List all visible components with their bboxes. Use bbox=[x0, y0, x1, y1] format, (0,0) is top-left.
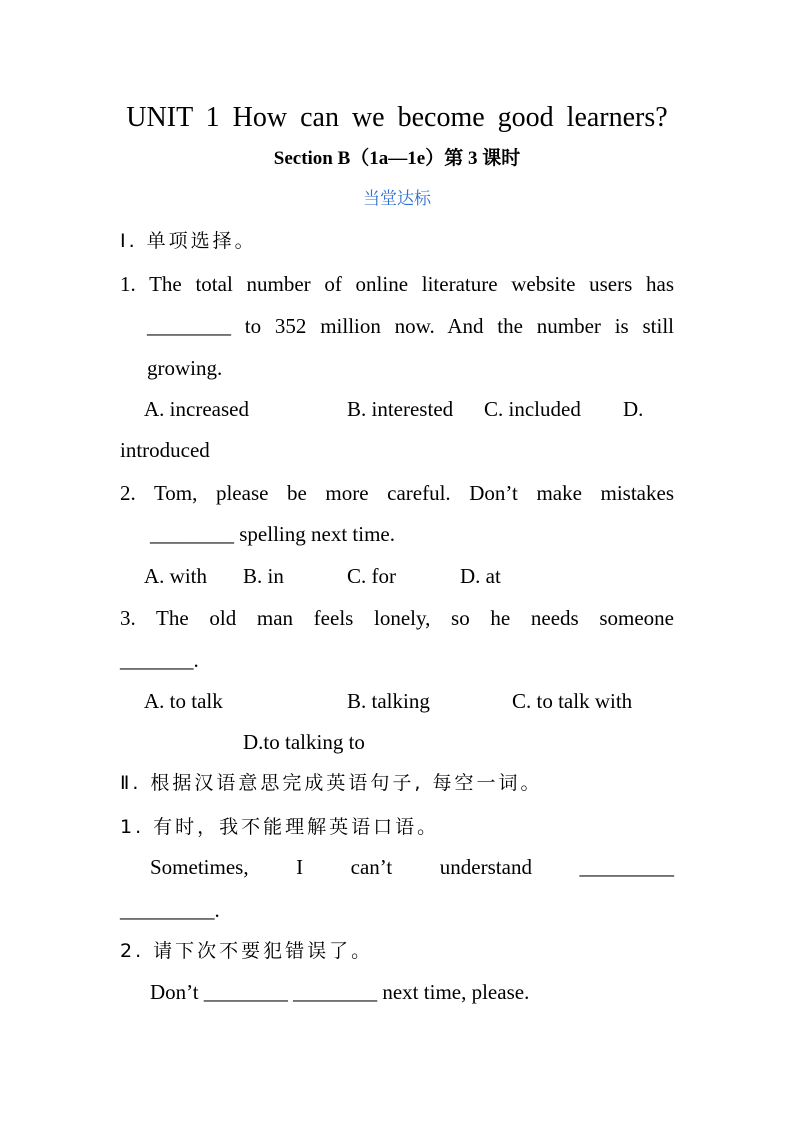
part2-heading: Ⅱ. 根据汉语意思完成英语句子, 每空一词。 bbox=[120, 772, 543, 794]
q1-option-b: B. interested bbox=[347, 397, 454, 421]
unit-title: UNIT 1 How can we become good learners? bbox=[126, 102, 668, 133]
q1-line3: growing. bbox=[147, 356, 223, 380]
q1-option-a: A. increased bbox=[144, 397, 249, 421]
section-title: Section B（1a—1e）第 3 课时 bbox=[273, 148, 521, 169]
p2-q2-chinese: 2. 请下次不要犯错误了。 bbox=[120, 940, 374, 962]
q1-option-c: C. included bbox=[484, 397, 581, 421]
q3-option-d: D.to talking to bbox=[243, 730, 365, 754]
q3-line1: 3. The old man feels lonely, so he needs someone bbox=[120, 606, 674, 630]
q3-line2: _______. bbox=[120, 648, 199, 672]
q1-option-d-cont: introduced bbox=[120, 438, 210, 462]
q2-option-c: C. for bbox=[347, 564, 396, 588]
q3-option-b: B. talking bbox=[347, 689, 430, 713]
q1-line2: ________ to 352 million now. And the number is still bbox=[147, 314, 674, 338]
q2-line2: ________ spelling next time. bbox=[150, 522, 395, 546]
q2-option-d: D. at bbox=[460, 564, 501, 588]
p2-q2-english: Don’t ________ ________ next time, please. bbox=[150, 980, 530, 1004]
q1-line1: 1. The total number of online literature website users has bbox=[120, 272, 674, 296]
q2-option-b: B. in bbox=[243, 564, 284, 588]
q2-line1: 2. Tom, please be more careful. Don’t make mistakes bbox=[120, 481, 674, 505]
p2-q1-chinese: 1. 有时，我不能理解英语口语。 bbox=[120, 816, 440, 838]
q3-option-c: C. to talk with bbox=[512, 689, 633, 713]
q3-option-a: A. to talk bbox=[144, 689, 223, 713]
p2-q1-english-line1: Sometimes, I can’t understand _________ bbox=[150, 855, 674, 879]
section-subtitle: 当堂达标 bbox=[363, 189, 431, 209]
p2-q1-english-line2: _________. bbox=[120, 898, 220, 922]
q1-option-d: D. bbox=[623, 397, 644, 421]
q2-option-a: A. with bbox=[144, 564, 207, 588]
part1-heading: Ⅰ. 单项选择。 bbox=[120, 230, 257, 252]
